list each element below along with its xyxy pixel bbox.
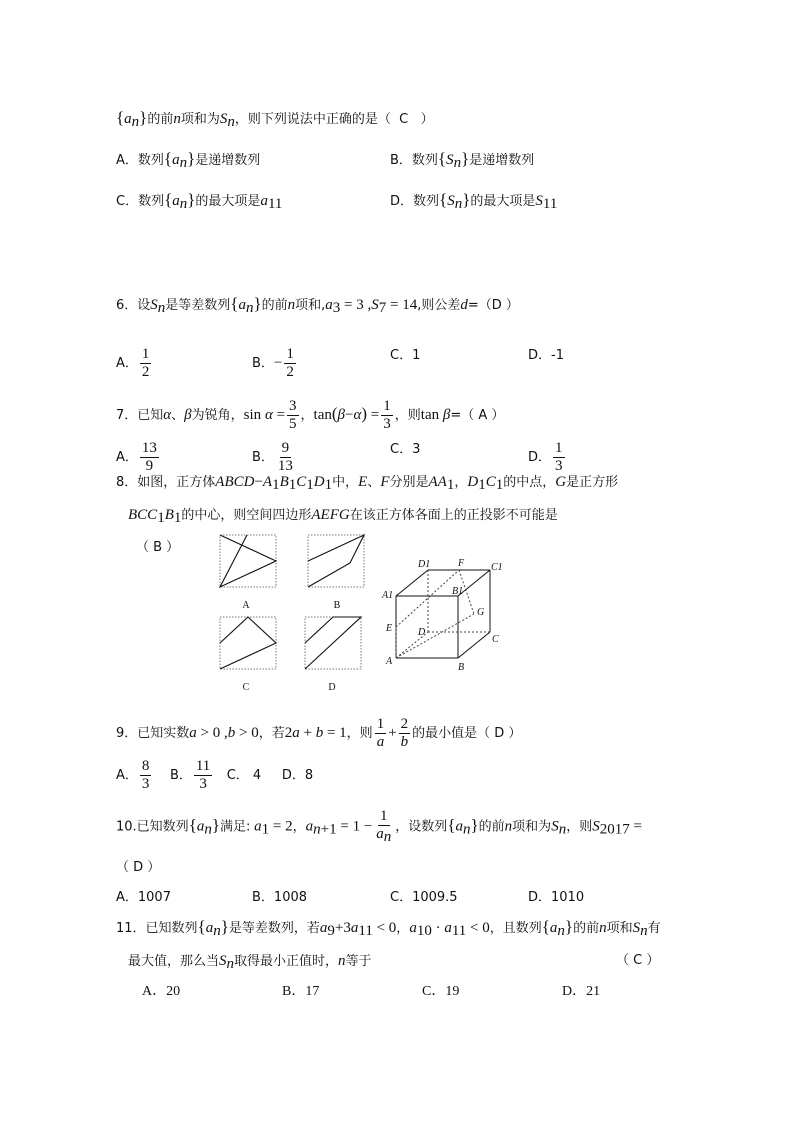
q9-option-a: A． $\frac{8}{3}$ [116, 758, 150, 792]
q6-option-c: C．1 [390, 348, 421, 363]
q8-fig-d-shape [305, 617, 361, 669]
q11-line1: 11．已知数列$\{a_n\}$是等差数列，若$a_9+3a_{11} < 0$，$a_{10} \cdot a_{11} < 0$，且数列$\{a_n\}$的前n项和$S_n$有 [116, 917, 661, 939]
q10-option-c: C．1009.5 [390, 890, 458, 905]
cube-label-a: A [386, 656, 393, 667]
cube-label-c1: C1 [491, 562, 503, 573]
cube-edge [396, 570, 428, 596]
q7-option-c: C．3 [390, 442, 421, 457]
cube-label-d: D [418, 627, 426, 638]
q8-fig-b-shape [308, 535, 364, 587]
cube-label-b: B [458, 662, 465, 673]
q9-option-d: D．8 [281, 768, 314, 783]
q11-answer: （ C ） [616, 953, 660, 968]
q10-option-a: A．1007 [116, 890, 171, 905]
q7-option-a: A． $\frac{13}{9}$ [116, 440, 157, 474]
q5-answer: C [399, 112, 409, 127]
q9-stem: 9．已知实数a > 0 ,b > 0，若2a + b = 1，则 $\frac{1}{a}$ + $\frac{2}{b}$ 的最小值是（ D ） [116, 716, 522, 750]
q10-option-d: D．1010 [528, 890, 585, 905]
cube-label-e: E [386, 623, 393, 634]
q10-stem: 10.已知数列$\{a_n\}$满足: $a_1 = 2$，$a_{n+1} = 1$ − $\frac{1}{a_n}$ ，设数列$\{a_n\}$的前n项和为$S_n$，则$S_{2017}$ = [116, 808, 642, 845]
q5-option-b: B．数列$\{S_n\}$是递增数列 [390, 149, 535, 171]
q8-fig-c-box [220, 617, 276, 669]
q8-fig-label-d: D [328, 682, 336, 693]
q10-option-b: B．1008 [252, 890, 308, 905]
q7-option-d: D． $\frac{1}{3}$ [528, 440, 563, 474]
q8-cube-figure [380, 552, 510, 677]
q6-option-d: D．-1 [528, 348, 564, 363]
q8-line2: $BCC_1B_1$的中心，则空间四边形AEFG在该正方体各面上的正投影不可能是 [128, 507, 558, 526]
q8-fig-b-box [308, 535, 364, 587]
q9-option-b: B． $\frac{11}{3}$ [169, 758, 211, 792]
q8-line1: 8．如图，正方体$ABCD-A_1B_1C_1D_1$中，E、F分别是$AA_1$，$D_1C_1$的中点，G是正方形 [116, 474, 619, 493]
q6-option-b: B．− $\frac{1}{2}$ [252, 346, 294, 380]
cube-edge [458, 632, 490, 658]
q11-option-c: C．19 [422, 984, 460, 999]
q8-projection-figures [210, 525, 385, 695]
q8-fig-label-a: A [242, 600, 250, 611]
q8-fig-a-box [220, 535, 276, 587]
q7-stem: 7．已知α、β为锐角，sin α = $\frac{3}{5}$ ，tan(β−α) = $\frac{1}{3}$ ，则tan β=（ A ） [116, 398, 505, 432]
q8-fig-c-shape [220, 617, 276, 669]
q11-option-b: B．17 [282, 984, 320, 999]
cube-label-f: F [458, 558, 465, 569]
q11-line2: 最大值，那么当$S_n$取得最小正值时，n等于 [128, 953, 372, 972]
quad-ag [396, 614, 474, 658]
q7-option-b: B． $\frac{9}{13}$ [252, 440, 293, 474]
q8-fig-label-b: B [333, 600, 341, 611]
q8-fig-label-c: C [242, 682, 250, 693]
q8-answer: （ B ） [136, 540, 180, 555]
q5-option-c: C．数列$\{a_n\}$的最大项是$a_{11}$ [116, 190, 283, 212]
cube-label-b1: B1 [452, 586, 464, 597]
q6-option-a: A． $\frac{1}{2}$ [116, 346, 150, 380]
q5-option-d: D．数列$\{S_n\}$的最大项是$S_{11}$ [390, 190, 558, 212]
cube-label-c: C [492, 634, 499, 645]
q5-option-a: A．数列$\{a_n\}$是递增数列 [116, 149, 261, 171]
cube-label-a1: A1 [382, 590, 394, 601]
q6-stem: 6．设$S_n$是等差数列$\{a_n\}$的前n项和$,a_3 = 3$ $,S_7 = 14$,则公差d=（D ） [116, 294, 519, 316]
cube-label-d1: D1 [418, 559, 431, 570]
q9-options [116, 758, 313, 793]
q9-option-c: C． 4 [226, 768, 262, 783]
q11-option-a: A．20 [142, 984, 181, 999]
q8-fig-a-shape [220, 535, 276, 587]
q10-answer: （ D ） [116, 860, 161, 875]
q11-option-d: D．21 [562, 984, 601, 999]
q5-stem: $\{a_n\}$的前n项和为$S_n$，则下列说法中正确的是（ C ） [116, 108, 434, 130]
cube-label-g: G [477, 607, 485, 618]
